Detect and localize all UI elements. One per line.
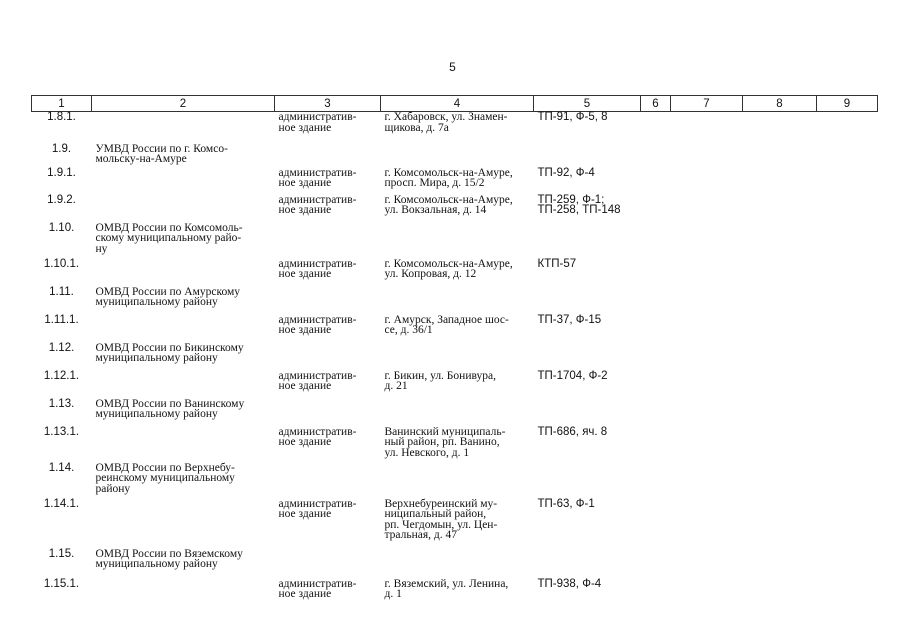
row-empty-cell — [671, 223, 743, 259]
row-address: г. Хабаровск, ул. Знамен- щикова, д. 7а — [384, 111, 508, 134]
header-col-6: 6 — [641, 96, 671, 112]
row-object-type: административ- ное здание — [278, 111, 357, 134]
row-empty-cell — [743, 112, 817, 144]
row-organization: ОМВД России по Ванинскому муниципальному району — [95, 397, 245, 420]
table-row — [32, 579, 878, 605]
row-empty-cell — [743, 427, 817, 463]
row-substation — [534, 463, 641, 499]
row-empty-cell — [671, 371, 743, 399]
row-empty-cell — [641, 315, 671, 343]
row-empty-cell — [641, 499, 671, 549]
row-empty-cell — [671, 343, 743, 371]
row-address — [381, 463, 534, 499]
row-address — [381, 549, 534, 579]
row-empty-cell — [641, 371, 671, 399]
row-empty-cell — [817, 499, 878, 549]
row-number: 1.13. — [48, 397, 75, 410]
row-number: 1.14. — [48, 461, 75, 474]
header-col-5: 5 — [534, 96, 641, 112]
row-substation: КТП-57 — [537, 257, 577, 270]
row-empty-cell — [817, 399, 878, 427]
row-substation — [534, 223, 641, 259]
row-organization — [92, 315, 275, 343]
table-row — [32, 463, 878, 499]
row-substation: ТП-259, Ф-1; ТП-258, ТП-148 — [537, 193, 621, 216]
row-number: 1.9.2. — [47, 193, 76, 206]
row-empty-cell — [671, 549, 743, 579]
row-organization — [92, 499, 275, 549]
row-empty-cell — [817, 343, 878, 371]
header-col-2: 2 — [92, 96, 275, 112]
row-empty-cell — [743, 343, 817, 371]
row-number: 1.13.1. — [43, 425, 80, 438]
row-empty-cell — [743, 168, 817, 195]
row-number: 1.8.1. — [47, 111, 76, 123]
row-empty-cell — [671, 399, 743, 427]
table-row — [32, 315, 878, 343]
row-organization — [92, 579, 275, 605]
row-address: Верхнебуреинский му- ниципальный район, рп. Чегдомын, ул. Цен- тральная, д. 47 — [384, 497, 498, 541]
row-empty-cell — [671, 315, 743, 343]
row-empty-cell — [641, 168, 671, 195]
table-row — [32, 287, 878, 315]
row-object-type: административ- ное здание — [278, 193, 357, 216]
row-empty-cell — [641, 195, 671, 223]
row-object-type — [275, 223, 381, 259]
row-substation — [534, 399, 641, 427]
row-substation: ТП-91, Ф-5, 8 — [537, 111, 608, 123]
row-number: 1.10.1. — [43, 257, 80, 270]
table-row — [32, 112, 878, 144]
row-empty-cell — [817, 223, 878, 259]
row-substation: ТП-938, Ф-4 — [537, 577, 602, 590]
row-address — [381, 223, 534, 259]
row-address: г. Комсомольск-на-Амуре, ул. Вокзальная, д. 14 — [384, 193, 513, 216]
row-number: 1.11. — [49, 285, 74, 298]
row-object-type: административ- ное здание — [278, 257, 357, 280]
row-object-type: административ- ное здание — [278, 577, 357, 600]
row-object-type — [275, 343, 381, 371]
table-header — [32, 96, 878, 112]
row-organization — [92, 168, 275, 195]
row-object-type — [275, 463, 381, 499]
row-empty-cell — [743, 399, 817, 427]
row-number: 1.9. — [51, 142, 72, 155]
row-organization — [92, 427, 275, 463]
row-organization: ОМВД России по Комсомоль- скому муниципальному райо- ну — [95, 221, 243, 255]
row-substation: ТП-63, Ф-1 — [537, 497, 595, 510]
row-object-type — [275, 399, 381, 427]
objects-table — [31, 95, 878, 605]
row-address: г. Бикин, ул. Бонивура, д. 21 — [384, 369, 496, 392]
row-substation — [534, 144, 641, 168]
row-substation — [534, 549, 641, 579]
row-address: г. Комсомольск-на-Амуре, ул. Копровая, д. 12 — [384, 257, 513, 280]
row-empty-cell — [671, 195, 743, 223]
row-empty-cell — [641, 223, 671, 259]
row-number: 1.9.1. — [47, 166, 76, 179]
row-empty-cell — [743, 549, 817, 579]
row-object-type — [275, 549, 381, 579]
row-object-type: административ- ное здание — [278, 497, 357, 520]
row-empty-cell — [817, 315, 878, 343]
row-number: 1.15.1. — [43, 577, 80, 590]
row-address — [381, 399, 534, 427]
row-number: 1.15. — [48, 547, 75, 560]
row-empty-cell — [743, 315, 817, 343]
row-empty-cell — [671, 499, 743, 549]
row-empty-cell — [671, 168, 743, 195]
row-empty-cell — [743, 579, 817, 605]
row-organization — [92, 371, 275, 399]
row-object-type — [275, 287, 381, 315]
table-row — [32, 259, 878, 287]
row-object-type: административ- ное здание — [278, 313, 357, 336]
table-row — [32, 399, 878, 427]
row-empty-cell — [743, 287, 817, 315]
row-empty-cell — [671, 427, 743, 463]
row-number: 1.11.1. — [44, 313, 79, 326]
row-number: 1.12.1. — [43, 369, 80, 382]
row-empty-cell — [671, 463, 743, 499]
row-object-type — [275, 144, 381, 168]
row-substation: ТП-686, яч. 8 — [537, 425, 608, 438]
table-row — [32, 371, 878, 399]
row-empty-cell — [743, 259, 817, 287]
row-address — [381, 287, 534, 315]
row-organization: УМВД России по г. Комсо- мольску-на-Амуре — [95, 142, 228, 165]
row-empty-cell — [641, 427, 671, 463]
row-empty-cell — [817, 287, 878, 315]
row-empty-cell — [641, 144, 671, 168]
table-row — [32, 427, 878, 463]
row-address: г. Амурск, Западное шос- се, д. 36/1 — [384, 313, 509, 336]
row-number: 1.10. — [48, 221, 75, 234]
row-organization — [92, 112, 275, 144]
row-empty-cell — [743, 223, 817, 259]
row-empty-cell — [641, 112, 671, 144]
row-empty-cell — [817, 427, 878, 463]
table-row — [32, 144, 878, 168]
header-col-9: 9 — [817, 96, 878, 112]
row-empty-cell — [817, 549, 878, 579]
row-empty-cell — [817, 463, 878, 499]
row-empty-cell — [743, 499, 817, 549]
row-object-type: административ- ное здание — [278, 369, 357, 392]
row-empty-cell — [743, 371, 817, 399]
table-row — [32, 168, 878, 195]
row-empty-cell — [671, 579, 743, 605]
table-row — [32, 195, 878, 223]
header-col-3: 3 — [275, 96, 381, 112]
row-substation: ТП-1704, Ф-2 — [537, 369, 608, 382]
row-address: г. Комсомольск-на-Амуре, просп. Мира, д. 15/2 — [384, 166, 513, 189]
row-address — [381, 144, 534, 168]
row-empty-cell — [817, 371, 878, 399]
row-object-type: административ- ное здание — [278, 425, 357, 448]
row-address — [381, 343, 534, 371]
row-organization: ОМВД России по Верхнебу- реинскому муниципальному району — [95, 461, 235, 495]
header-col-4: 4 — [381, 96, 534, 112]
table-row — [32, 223, 878, 259]
row-organization: ОМВД России по Вяземскому муниципальному району — [95, 547, 243, 570]
row-empty-cell — [817, 195, 878, 223]
row-empty-cell — [641, 549, 671, 579]
row-empty-cell — [743, 463, 817, 499]
row-organization — [92, 195, 275, 223]
row-empty-cell — [641, 287, 671, 315]
row-empty-cell — [641, 259, 671, 287]
table-row — [32, 549, 878, 579]
table-body — [32, 112, 878, 605]
row-substation: ТП-37, Ф-15 — [537, 313, 602, 326]
row-empty-cell — [817, 144, 878, 168]
table-row — [32, 499, 878, 549]
row-empty-cell — [671, 287, 743, 315]
header-col-1: 1 — [32, 96, 92, 112]
row-substation — [534, 287, 641, 315]
row-empty-cell — [817, 112, 878, 144]
row-empty-cell — [817, 168, 878, 195]
header-col-8: 8 — [743, 96, 817, 112]
row-empty-cell — [641, 343, 671, 371]
row-empty-cell — [671, 112, 743, 144]
row-empty-cell — [641, 579, 671, 605]
row-organization: ОМВД России по Бикинскому муниципальному району — [95, 341, 244, 364]
row-empty-cell — [641, 463, 671, 499]
row-number: 1.12. — [48, 341, 75, 354]
row-empty-cell — [817, 579, 878, 605]
row-empty-cell — [671, 259, 743, 287]
row-empty-cell — [641, 399, 671, 427]
row-number: 1.14.1. — [43, 497, 80, 510]
row-address: г. Вяземский, ул. Ленина, д. 1 — [384, 577, 509, 600]
page-number: 5 — [449, 60, 456, 74]
row-substation: ТП-92, Ф-4 — [537, 166, 595, 179]
row-organization — [92, 259, 275, 287]
row-address: Ванинский муниципаль- ный район, рп. Ванино, ул. Невского, д. 1 — [384, 425, 506, 459]
row-empty-cell — [743, 195, 817, 223]
row-empty-cell — [671, 144, 743, 168]
row-empty-cell — [817, 259, 878, 287]
row-substation — [534, 343, 641, 371]
row-organization: ОМВД России по Амурскому муниципальному району — [95, 285, 241, 308]
header-col-7: 7 — [671, 96, 743, 112]
row-object-type: административ- ное здание — [278, 166, 357, 189]
row-empty-cell — [743, 144, 817, 168]
table-row — [32, 343, 878, 371]
